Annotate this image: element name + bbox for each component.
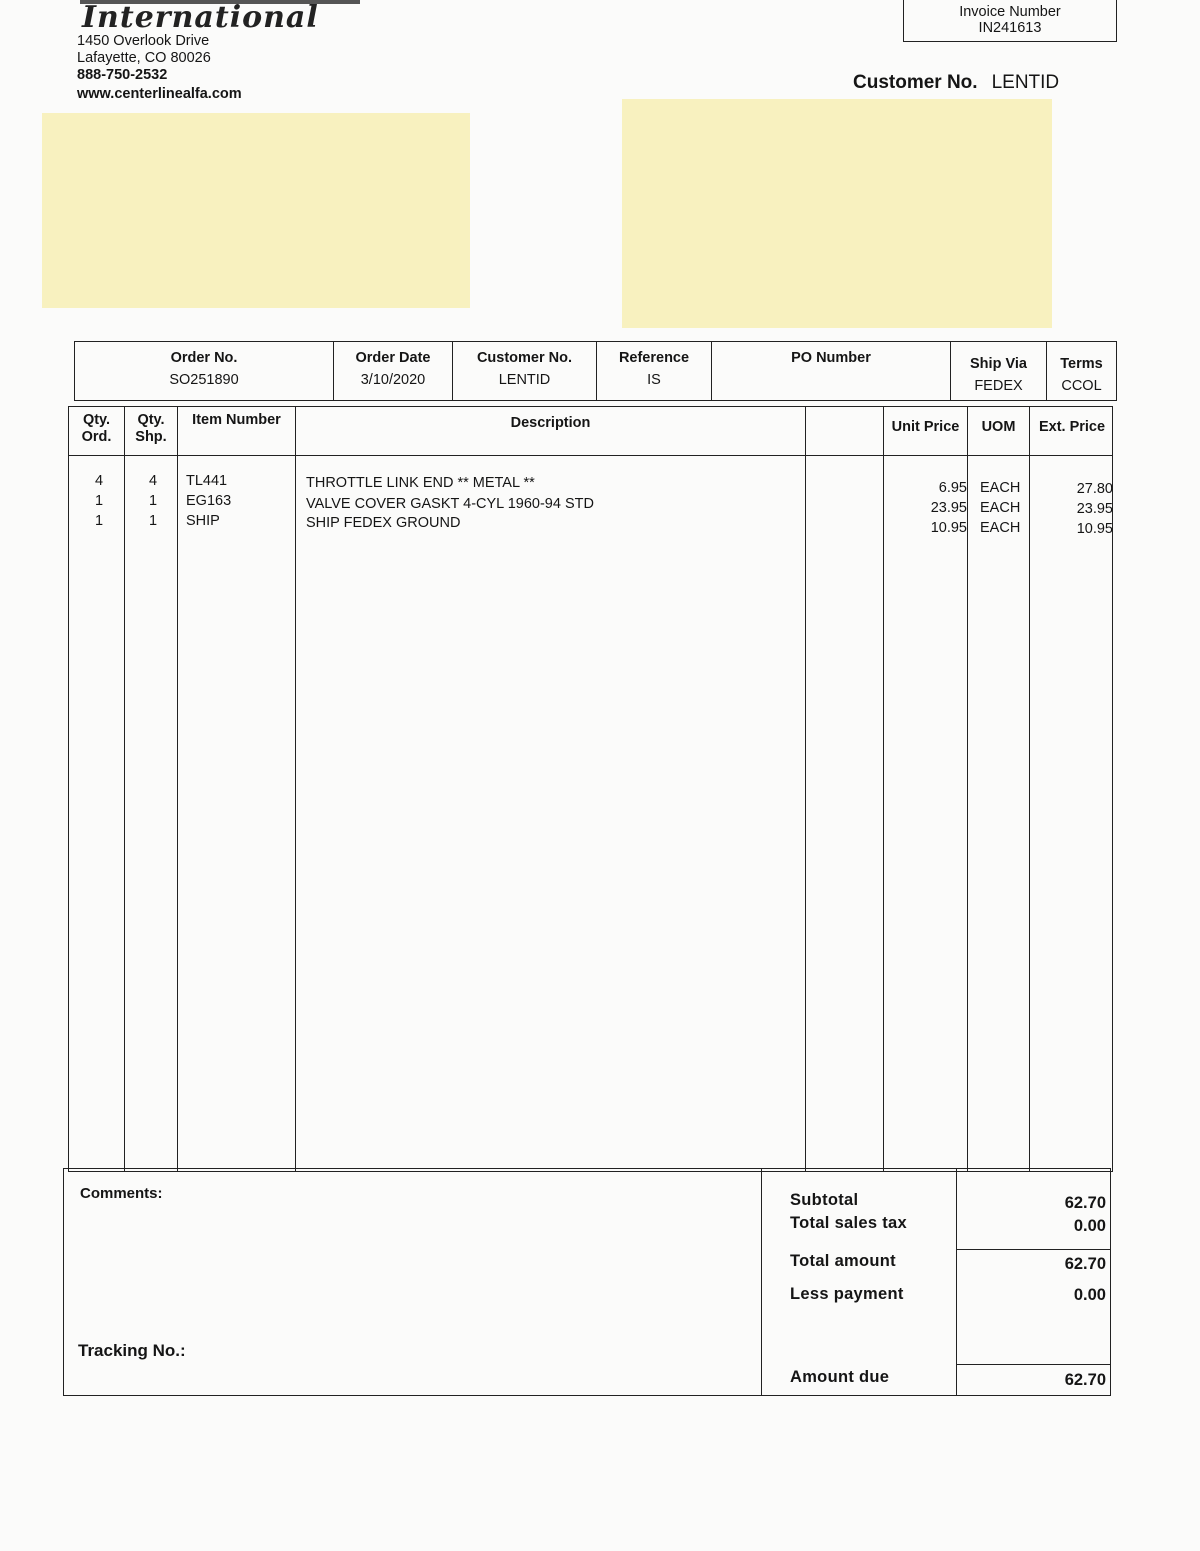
- col-divider: [124, 407, 125, 1171]
- header-customer-no-value: LENTID: [498, 372, 551, 388]
- invoice-number-value: IN241613: [978, 20, 1042, 36]
- reference-cell: [597, 342, 712, 401]
- terms-value: CCOL: [1061, 378, 1102, 394]
- terms-cell: [1047, 342, 1117, 401]
- row3-item: SHIP: [186, 513, 220, 529]
- col-divider: [805, 407, 806, 1171]
- row3-ext-price: 10.95: [1076, 521, 1113, 537]
- col-ext-price-header: Ext. Price: [1038, 419, 1106, 435]
- col-divider: [967, 407, 968, 1171]
- row2-qty-ord: 1: [95, 493, 104, 509]
- order-header-table: [74, 341, 1117, 401]
- col-divider: [295, 407, 296, 1171]
- col-item-number-header: Item Number: [192, 412, 281, 428]
- col-divider: [883, 407, 884, 1171]
- comments-label: Comments:: [80, 1185, 163, 1202]
- totals-footer: [63, 1168, 1111, 1396]
- row3-qty-shp: 1: [149, 513, 158, 529]
- footer-divider: [956, 1169, 957, 1395]
- row1-qty-ord: 4: [95, 473, 104, 489]
- company-logo: International: [82, 0, 319, 35]
- subtotal-value: 62.70: [1064, 1194, 1106, 1212]
- header-customer-no-cell: [453, 342, 597, 401]
- row1-qty-shp: 4: [149, 473, 158, 489]
- customer-number: [853, 72, 1059, 94]
- col-qty-shp-header: Qty. Shp.: [135, 412, 167, 445]
- order-no-cell: [75, 342, 334, 401]
- row3-description: SHIP FEDEX GROUND: [306, 515, 461, 531]
- reference-label: Reference: [618, 350, 690, 366]
- row1-description: THROTTLE LINK END ** METAL **: [306, 475, 535, 491]
- row1-item: TL441: [186, 473, 228, 489]
- invoice-number-label: Invoice Number: [959, 4, 1061, 20]
- col-divider: [177, 407, 178, 1171]
- amount-due-value: 62.70: [1064, 1371, 1106, 1389]
- less-payment-value: 0.00: [1073, 1286, 1106, 1304]
- company-website: www.centerlinealfa.com: [77, 86, 242, 102]
- sold-to-redaction: [42, 113, 470, 308]
- po-number-cell: [712, 342, 951, 401]
- order-no-value: SO251890: [169, 372, 239, 388]
- company-address-line1: 1450 Overlook Drive: [77, 33, 210, 49]
- total-rule: [956, 1249, 1110, 1250]
- row3-unit-price: 10.95: [930, 520, 967, 536]
- ship-via-label: Ship Via: [970, 356, 1027, 372]
- subtotal-label: Subtotal: [790, 1191, 859, 1209]
- row1-uom: EACH: [980, 480, 1021, 496]
- row3-qty-ord: 1: [95, 513, 104, 529]
- row2-unit-price: 23.95: [930, 500, 967, 516]
- col-uom-header: UOM: [981, 419, 1016, 435]
- po-number-label: PO Number: [791, 350, 871, 366]
- sales-tax-label: Total sales tax: [790, 1214, 907, 1232]
- terms-label: Terms: [1060, 356, 1103, 372]
- company-address-line2: Lafayette, CO 80026: [77, 50, 211, 66]
- less-payment-label: Less payment: [790, 1285, 904, 1303]
- sales-tax-value: 0.00: [1073, 1217, 1106, 1235]
- ship-to-redaction: [622, 99, 1052, 328]
- order-date-cell: [334, 342, 453, 401]
- reference-value: IS: [647, 372, 661, 388]
- invoice-number-box: [903, 0, 1117, 42]
- row2-uom: EACH: [980, 500, 1021, 516]
- tracking-label: Tracking No.:: [78, 1341, 186, 1360]
- order-date-value: 3/10/2020: [360, 372, 426, 388]
- company-phone: 888-750-2532: [77, 67, 168, 83]
- total-amount-value: 62.70: [1064, 1255, 1106, 1273]
- row2-item: EG163: [186, 493, 232, 509]
- total-amount-label: Total amount: [790, 1252, 896, 1270]
- col-unit-price-header: Unit Price: [891, 419, 960, 435]
- footer-divider: [761, 1169, 762, 1395]
- col-qty-ord-header: Qty. Ord.: [81, 412, 112, 445]
- ship-via-cell: [951, 342, 1047, 401]
- row1-unit-price: 6.95: [938, 480, 967, 496]
- customer-number-value: LENTID: [991, 72, 1060, 93]
- order-no-label: Order No.: [170, 350, 238, 366]
- row1-ext-price: 27.80: [1076, 481, 1113, 497]
- order-date-label: Order Date: [355, 350, 431, 366]
- row3-uom: EACH: [980, 520, 1021, 536]
- header-rule: [69, 455, 1112, 456]
- amount-due-label: Amount due: [790, 1368, 890, 1386]
- row2-ext-price: 23.95: [1076, 501, 1113, 517]
- row2-qty-shp: 1: [149, 493, 158, 509]
- due-rule: [956, 1364, 1110, 1365]
- header-customer-no-label: Customer No.: [476, 350, 573, 366]
- col-description-header: Description: [510, 415, 591, 431]
- row2-description: VALVE COVER GASKT 4-CYL 1960-94 STD: [306, 496, 594, 512]
- customer-number-label: Customer No.: [853, 72, 978, 93]
- ship-via-value: FEDEX: [974, 378, 1023, 394]
- line-items-table: [68, 406, 1113, 1172]
